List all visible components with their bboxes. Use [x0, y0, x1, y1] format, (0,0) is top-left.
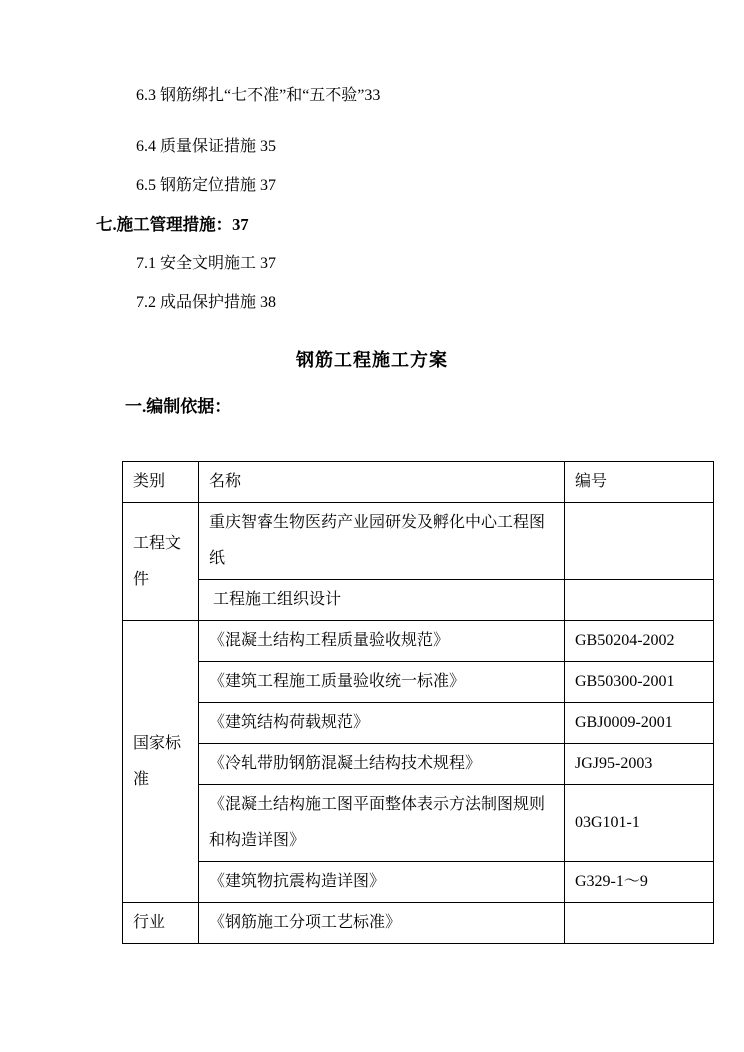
- table-row: [123, 903, 714, 944]
- name-cell: 《混凝土结构工程质量验收规范》: [199, 621, 565, 662]
- table-row: [123, 580, 714, 621]
- number-cell: G329-1～9: [565, 862, 714, 903]
- category-cell-industry: 行业: [123, 903, 199, 944]
- name-cell: 重庆智睿生物医药产业园研发及孵化中心工程图纸: [199, 503, 565, 580]
- basis-table: [122, 461, 714, 944]
- toc-entry-7-1: 7.1 安全文明施工 37: [136, 255, 277, 272]
- name-cell: 《建筑物抗震构造详图》: [199, 862, 565, 903]
- number-cell: [565, 903, 714, 944]
- table-header-row: [123, 462, 714, 503]
- number-cell: [565, 580, 714, 621]
- number-cell: 03G101-1: [565, 785, 714, 862]
- number-cell: GB50204-2002: [565, 621, 714, 662]
- name-cell: 工程施工组织设计: [199, 580, 565, 621]
- toc-entry-chapter-7: 七.施工管理措施：37: [96, 215, 249, 234]
- col-header-number: 编号: [565, 462, 714, 503]
- category-cell-national-standards: 国家标准: [123, 621, 199, 903]
- table-row: [123, 662, 714, 703]
- table-of-contents: [0, 86, 744, 312]
- number-cell: GBJ0009-2001: [565, 703, 714, 744]
- name-cell: 《混凝土结构施工图平面整体表示方法制图规则和构造详图》: [199, 785, 565, 862]
- page-title: 钢筋工程施工方案: [296, 350, 448, 370]
- number-cell: [565, 503, 714, 580]
- table-row: [123, 703, 714, 744]
- name-cell: 《钢筋施工分项工艺标准》: [199, 903, 565, 944]
- col-header-category: 类别: [123, 462, 199, 503]
- name-cell: 《冷轧带肋钢筋混凝土结构技术规程》: [199, 744, 565, 785]
- section-heading: 一.编制依据：: [125, 397, 232, 416]
- category-cell-project-files: 工程文件: [123, 503, 199, 621]
- table-row: [123, 744, 714, 785]
- name-cell: 《建筑结构荷载规范》: [199, 703, 565, 744]
- table-row: [123, 503, 714, 580]
- table-row: [123, 785, 714, 862]
- number-cell: GB50300-2001: [565, 662, 714, 703]
- toc-entry-6-3: 6.3 钢筋绑扎“七不准”和“五不验”33: [136, 87, 381, 104]
- table-row: [123, 621, 714, 662]
- table-row: [123, 862, 714, 903]
- toc-entry-6-4: 6.4 质量保证措施 35: [136, 138, 277, 155]
- number-cell: JGJ95-2003: [565, 744, 714, 785]
- toc-entry-6-5: 6.5 钢筋定位措施 37: [136, 177, 277, 194]
- name-cell: 《建筑工程施工质量验收统一标准》: [199, 662, 565, 703]
- toc-entry-7-2: 7.2 成品保护措施 38: [136, 294, 277, 311]
- col-header-name: 名称: [199, 462, 565, 503]
